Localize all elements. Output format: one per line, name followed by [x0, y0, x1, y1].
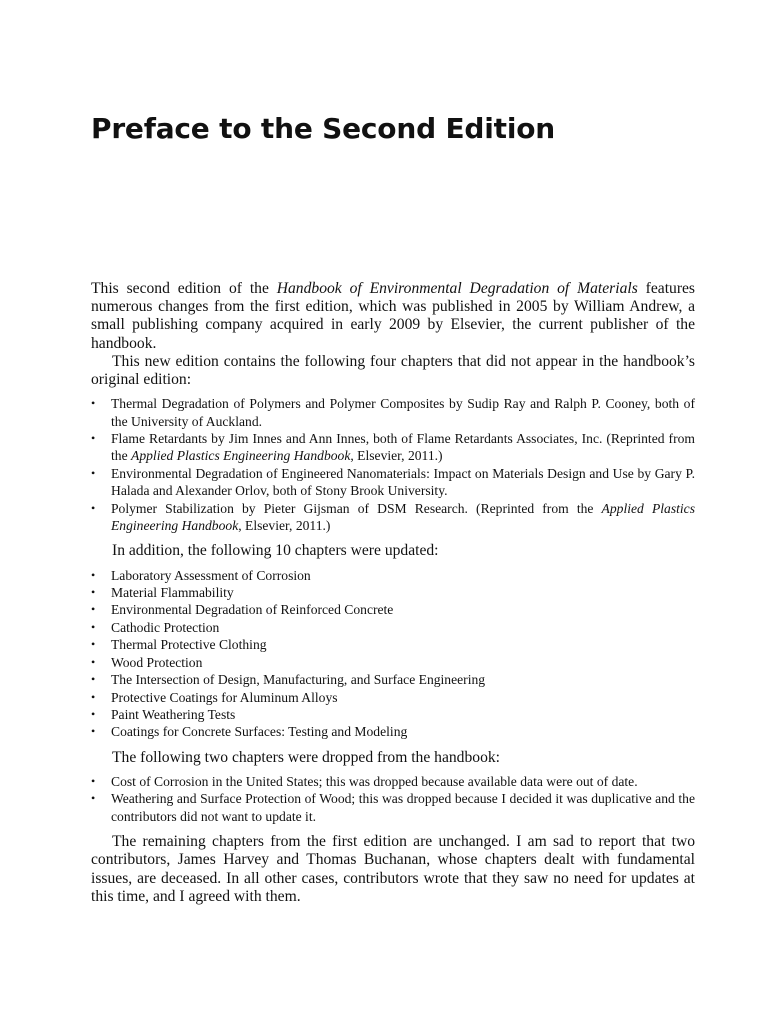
updated-intro: In addition, the following 10 chapters were updated: [112, 542, 439, 560]
list-item: • Laboratory Assessment of Corrosion [91, 567, 311, 583]
list-item: • Polymer Stabilization by Pieter Gijsman of DSM Research. (Reprinted from the Applied Plastics Engineering Handbook, Elsevier, 2011.) [91, 500, 695, 534]
bullet-icon: • [91, 689, 96, 704]
bullet-icon: • [91, 585, 96, 600]
bullet-icon: • [91, 396, 96, 411]
intro-text-start: This second edition of the [91, 280, 277, 297]
list-item: • Environmental Degradation of Reinforced Concrete [91, 602, 394, 618]
list-item: • Paint Weathering Tests [91, 706, 236, 722]
bullet-icon: • [91, 465, 96, 480]
bullet-icon: • [91, 637, 96, 652]
intro-paragraph-1 [91, 280, 695, 353]
list-item: • Flame Retardants by Jim Innes and Ann Innes, both of Flame Retardants Associates, Inc. (Reprinted from the Applied Plastics Engineering Handbook, Elsevier, 2011.) [91, 431, 695, 464]
bullet-icon: • [91, 773, 96, 788]
list-item: • The Intersection of Design, Manufacturing, and Surface Engineering [91, 672, 486, 688]
updated-chapters-list [91, 567, 695, 741]
bullet-icon: • [91, 654, 96, 669]
closing-paragraph: The remaining chapters from the first edition are unchanged. I am sad to report that two contributors, James Harvey and Thomas Buchanan, whose chapters dealt with fundamental issues, are deceased. In all other cases, contributors wrote that they saw no need for updates at this time, and I agreed with them. [91, 833, 695, 905]
bullet-icon: • [91, 567, 96, 582]
list-item: • Cathodic Protection [91, 619, 220, 635]
page-title: Preface to the Second Edition [91, 112, 555, 145]
bullet-icon: • [91, 672, 96, 687]
intro-paragraph-2: This new edition contains the following four chapters that did not appear in the handbook’s original edition: [91, 352, 695, 389]
bullet-icon: • [91, 619, 96, 634]
list-item: • Material Flammability [91, 585, 234, 601]
handbook-title-italic: Handbook of Environmental Degradation of Materials [276, 280, 638, 297]
bullet-icon: • [91, 724, 96, 739]
bullet-icon: • [91, 500, 96, 515]
bullet-icon: • [91, 706, 96, 721]
bullet-icon: • [91, 602, 96, 617]
dropped-intro: The following two chapters were dropped from the handbook: [112, 748, 501, 766]
list-item: • Weathering and Surface Protection of Wood; this was dropped because I decided it was duplicative and the contributors did not want to update it. [91, 791, 695, 824]
list-item: • Wood Protection [91, 654, 203, 670]
preface-body [91, 280, 695, 906]
bullet-icon: • [91, 431, 96, 446]
list-item: • Thermal Protective Clothing [91, 637, 267, 653]
dropped-chapters-list [91, 773, 695, 825]
new-chapters-list [91, 395, 695, 534]
list-item: • Coatings for Concrete Surfaces: Testing and Modeling [91, 724, 408, 740]
list-item: • Cost of Corrosion in the United States; this was dropped because available data were out of date. [91, 773, 638, 789]
intro-text-end: features numerous changes from the first edition, which was published in 2005 by William Andrew, a small publishing company acquired in early 2009 by Elsevier, the current publisher of the handbook. [91, 280, 696, 352]
list-item: • Protective Coatings for Aluminum Alloys [91, 689, 338, 705]
list-item: • Thermal Degradation of Polymers and Polymer Composites by Sudip Ray and Ralph P. Cooney, both of the University of Auckland. [91, 396, 695, 429]
list-item: • Environmental Degradation of Engineered Nanomaterials: Impact on Materials Design and Use by Gary P. Halada and Alexander Orlov, both of Stony Brook University. [91, 465, 695, 499]
bullet-icon: • [91, 791, 96, 806]
